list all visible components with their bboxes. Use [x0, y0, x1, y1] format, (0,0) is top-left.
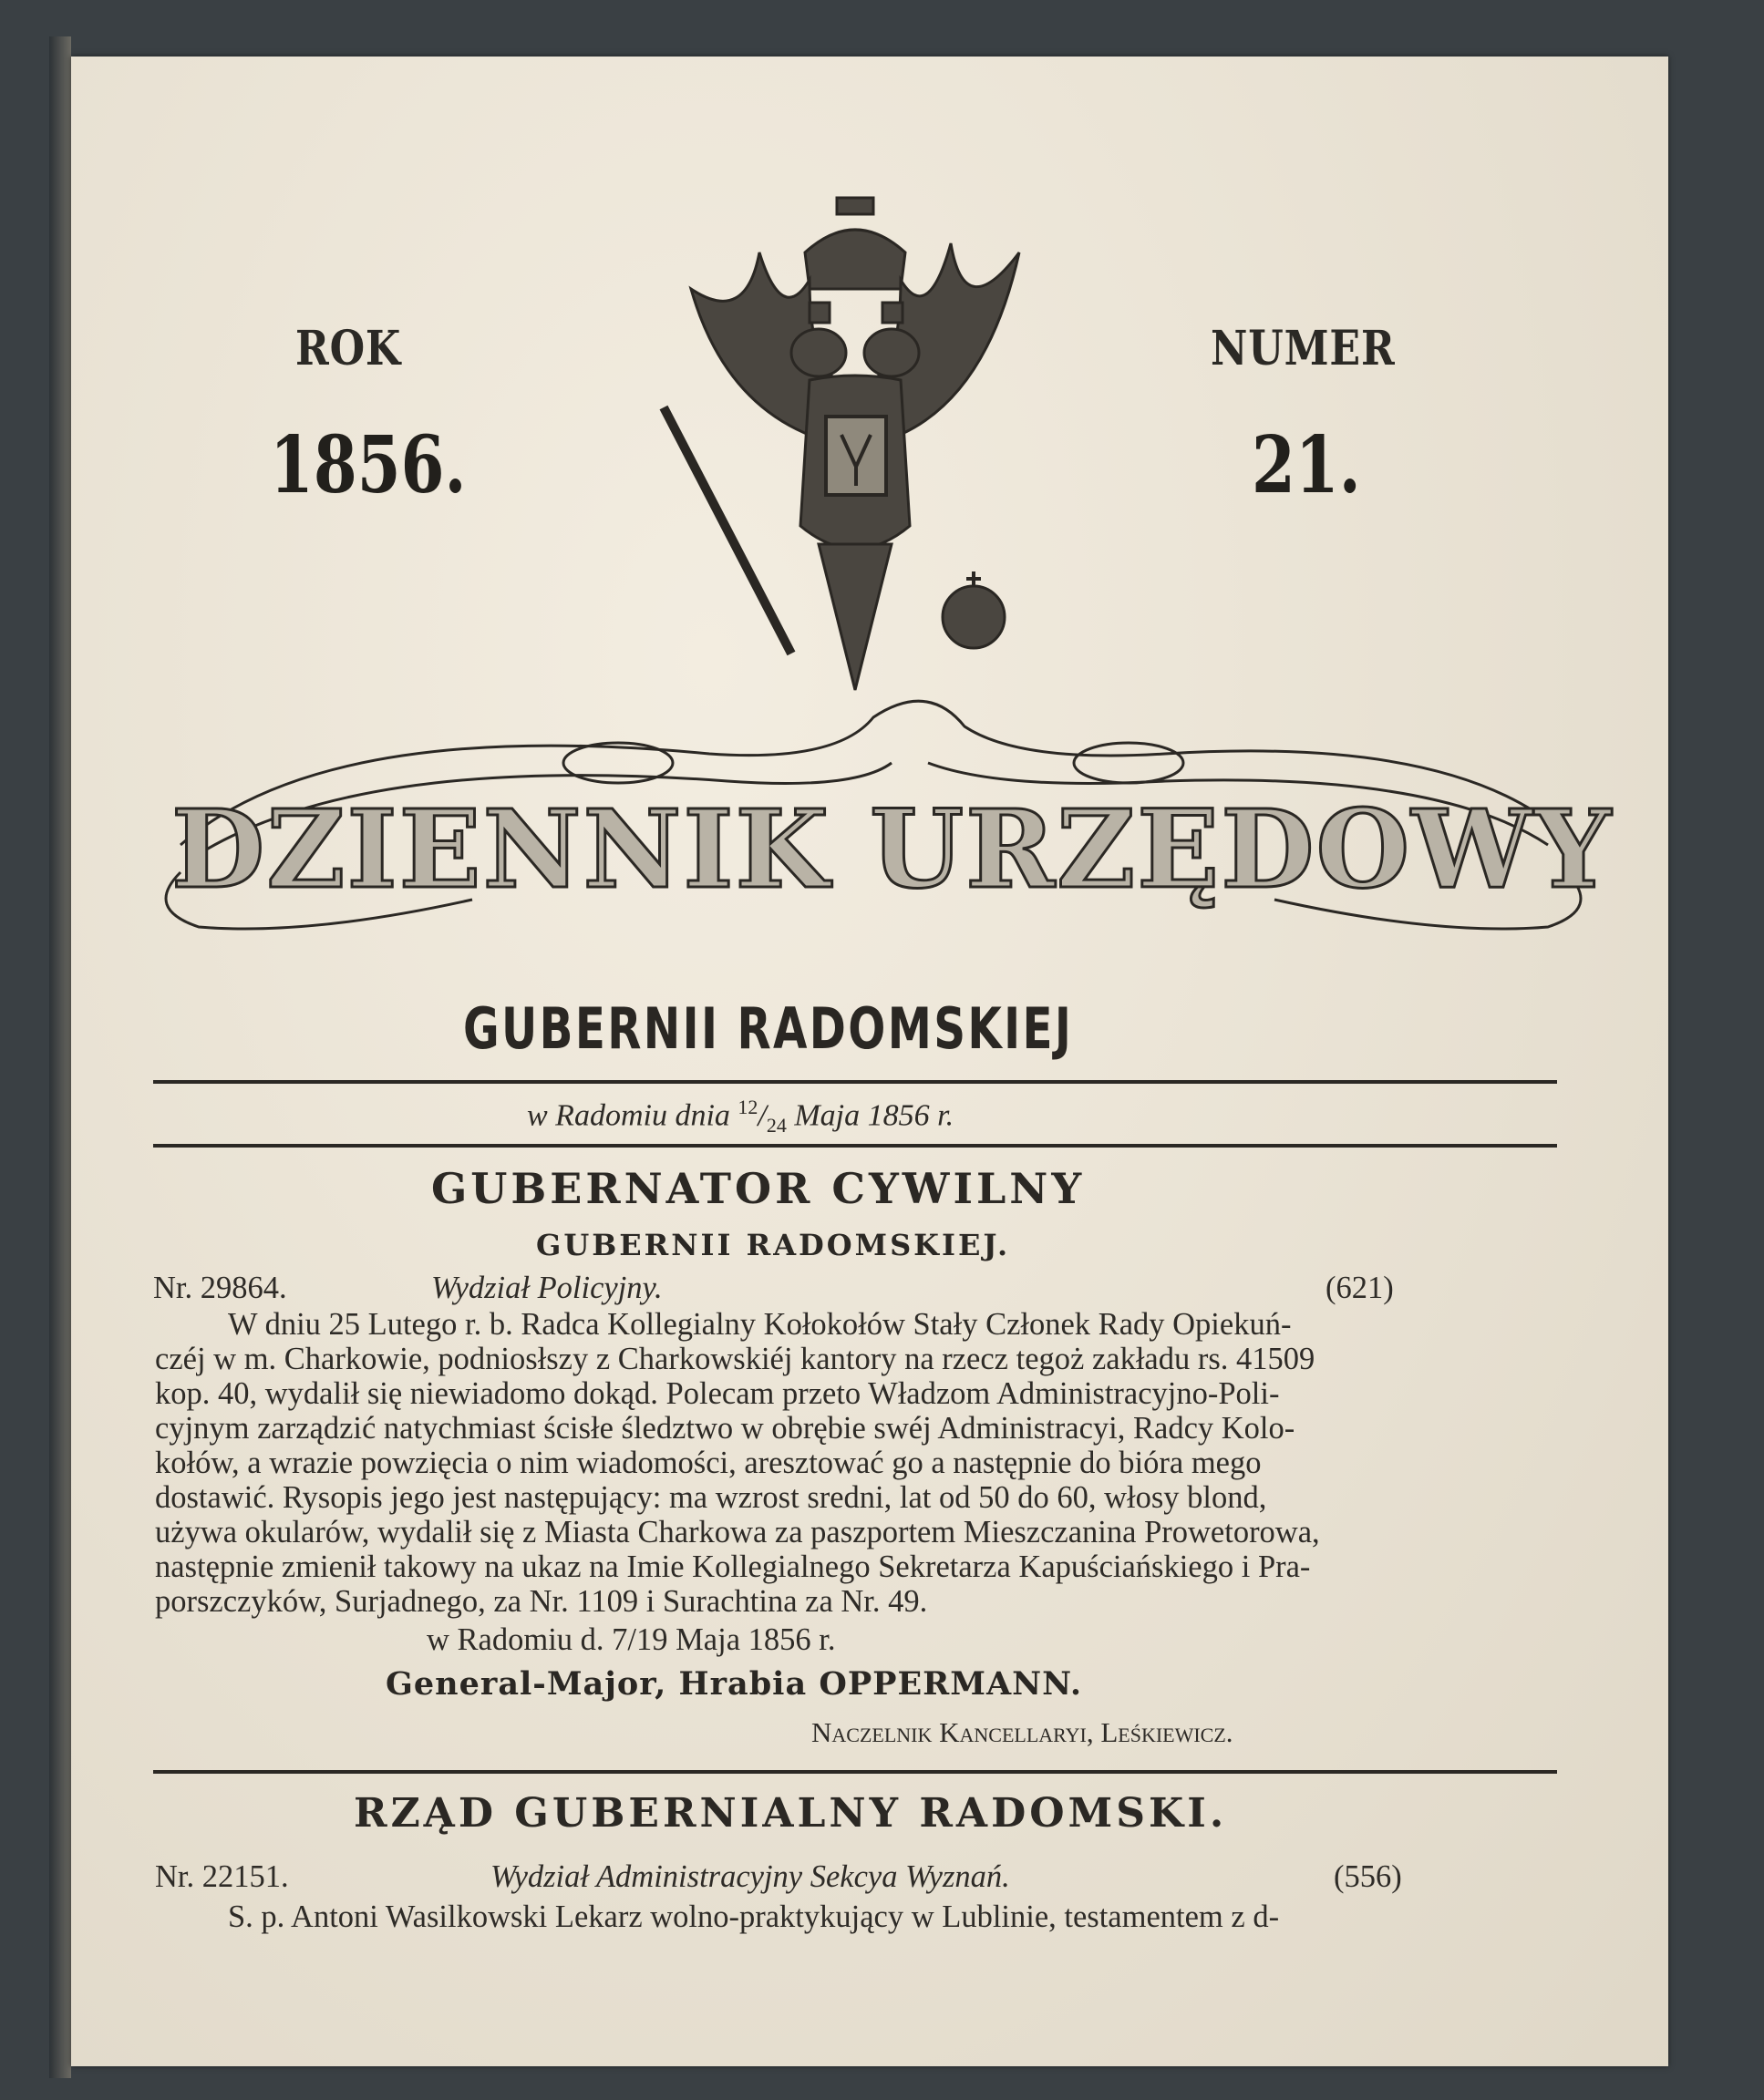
eagle-coat-of-arms-icon	[563, 143, 1147, 708]
rok-label: ROK	[295, 321, 402, 376]
section2-item-number: (556)	[1334, 1859, 1402, 1894]
section1-place-date: w Radomiu d. 7/19 Maja 1856 r.	[427, 1622, 836, 1657]
body-line: używa okularów, wydalił się z Miasta Charkowa za paszportem Mieszczanina Prowetorowa,	[155, 1515, 1320, 1549]
section2-body-line: S. p. Antoni Wasilkowski Lekarz wolno-praktykujący w Lublinie, testamentem z d-	[228, 1899, 1280, 1934]
section1-department: Wydział Policyjny.	[431, 1271, 663, 1305]
section2-heading: RZĄD GUBERNIALNY RADOMSKI.	[354, 1790, 1228, 1837]
masthead-title: DZIENNIK URZĘDOWY	[171, 786, 1614, 912]
body-line: dostawić. Rysopis jego jest następujący: ma wzrost sredni, lat od 50 do 60, włosy blond,	[155, 1480, 1267, 1515]
section1-signature: General-Major, Hrabia OPPERMANN.	[386, 1665, 1083, 1703]
rule-top	[153, 1080, 1557, 1084]
year-number: 1856.	[270, 419, 467, 511]
body-line: następnie zmienił takowy na ukaz na Imie Kollegialnego Sekretarza Kapuściańskiego i Pra-	[155, 1549, 1311, 1584]
rule-under-dateline	[153, 1144, 1557, 1148]
newspaper-page	[71, 57, 1668, 2066]
body-line: porszczyków, Surjadnego, za Nr. 1109 i Surachtina za Nr. 49.	[155, 1584, 928, 1619]
numer-label: NUMER	[1211, 321, 1396, 376]
section2-ref-number: Nr. 22151.	[155, 1859, 289, 1894]
body-line: kop. 40, wydalił się niewiadomo dokąd. Polecam przeto Władzom Administracyjno-Poli-	[155, 1376, 1280, 1411]
date-superscript: 12	[738, 1096, 758, 1118]
section1-countersign: Naczelnik Kancellaryi, Leśkiewicz.	[811, 1716, 1233, 1748]
section1-body	[155, 1307, 1577, 1619]
book-spine	[49, 36, 71, 2078]
body-line: kołów, a wrazie powzięcia o nim wiadomości, aresztować go a następnie do bióra mego	[155, 1446, 1262, 1480]
masthead-subtitle: GUBERNII RADOMSKIEJ	[463, 995, 1074, 1062]
section1-ref-number: Nr. 29864.	[153, 1271, 287, 1305]
section2-department: Wydział Administracyjny Sekcya Wyznań.	[490, 1859, 1010, 1894]
body-line: cyjnym zarządzić natychmiast ścisłe śledztwo w obrębie swéj Administracyi, Radcy Kolo-	[155, 1411, 1295, 1446]
body-line: czéj w m. Charkowie, podniosłszy z Charkowskiéj kantory na rzecz tegoż zakładu rs. 41509	[155, 1342, 1315, 1376]
body-line: W dniu 25 Lutego r. b. Radca Kollegialny Kołokołów Stały Członek Rady Opiekuń-	[228, 1307, 1292, 1342]
section1-heading: GUBERNATOR CYWILNY	[431, 1164, 1086, 1213]
section1-item-number: (621)	[1326, 1271, 1394, 1305]
dateline-prefix: w Radomiu dnia	[527, 1098, 730, 1133]
section1-subheading: GUBERNII RADOMSKIEJ.	[536, 1228, 1011, 1262]
dateline-suffix: Maja 1856 r.	[794, 1098, 954, 1133]
issue-number: 21.	[1252, 419, 1361, 511]
dateline: w Radomiu dnia $^{12}/_{24}$ Maja 1856 r.	[527, 1096, 954, 1138]
rule-section-divider	[153, 1770, 1557, 1774]
date-subscript: 24	[766, 1114, 787, 1138]
